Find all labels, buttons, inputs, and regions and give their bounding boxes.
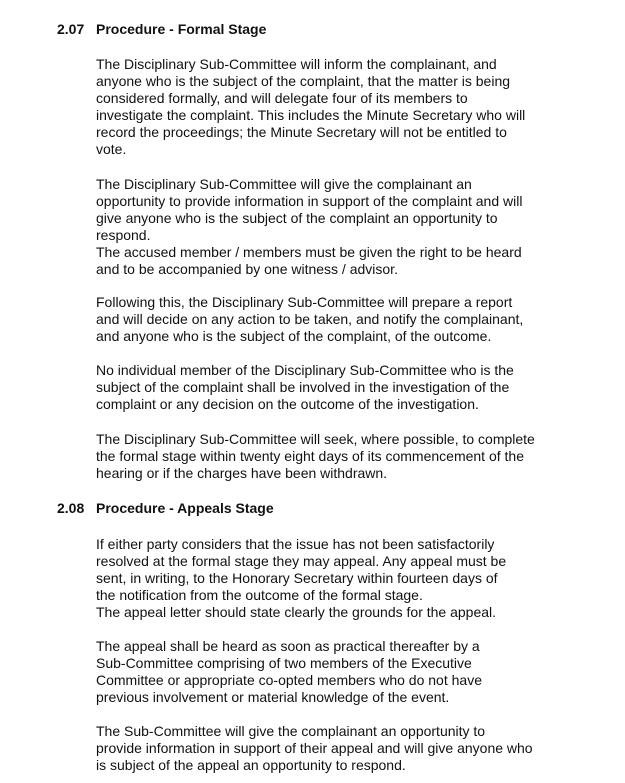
text-line: and will decide on any action to be taken, and notify the complainant, (96, 311, 524, 327)
text-line: investigate the complaint. This includes the Minute Secretary who will (96, 107, 526, 123)
section-heading-2-08 (57, 500, 274, 517)
text-line: considered formally, and will delegate four of its members to (96, 90, 468, 106)
text-line: resolved at the formal stage they may appeal. Any appeal must be (96, 553, 507, 569)
text-line: vote. (96, 141, 127, 157)
paragraph (96, 536, 616, 621)
text-line: and anyone who is the subject of the complaint, of the outcome. (96, 328, 492, 344)
text-line: complaint or any decision on the outcome of the investigation. (96, 396, 479, 412)
text-line: hearing or if the charges have been withdrawn. (96, 465, 388, 481)
text-line: Committee or appropriate co-opted members who do not have (96, 672, 482, 688)
text-line: opportunity to provide information in support of the complaint and will (96, 193, 523, 209)
text-line: subject of the complaint shall be involved in the investigation of the (96, 379, 510, 395)
section-heading-2-07 (57, 21, 266, 38)
text-line: previous involvement or material knowledge of the event. (96, 689, 450, 705)
text-line: The accused member / members must be given the right to be heard (96, 244, 522, 260)
section-number: 2.07 (57, 21, 85, 37)
paragraph (96, 56, 616, 158)
text-line: respond. (96, 227, 151, 243)
paragraph (96, 723, 616, 774)
text-line: and to be accompanied by one witness / advisor. (96, 261, 398, 277)
paragraph (96, 362, 616, 413)
paragraph (96, 638, 616, 706)
paragraph (96, 294, 616, 345)
text-line: record the proceedings; the Minute Secretary will not be entitled to (96, 124, 507, 140)
text-line: anyone who is the subject of the complaint, that the matter is being (96, 73, 511, 89)
text-line: the notification from the outcome of the formal stage. (96, 587, 423, 603)
paragraph (96, 431, 616, 482)
paragraph (96, 176, 616, 278)
text-line: The Disciplinary Sub-Committee will inform the complainant, and (96, 56, 497, 72)
text-line: The Disciplinary Sub-Committee will give the complainant an (96, 176, 472, 192)
text-line: No individual member of the Disciplinary Sub-Committee who is the (96, 362, 514, 378)
section-title: Procedure - Appeals Stage (96, 500, 274, 516)
text-line: is subject of the appeal an opportunity to respond. (96, 757, 406, 773)
text-line: The Disciplinary Sub-Committee will seek, where possible, to complete (96, 431, 535, 447)
text-line: give anyone who is the subject of the complaint an opportunity to (96, 210, 498, 226)
text-line: sent, in writing, to the Honorary Secretary within fourteen days of (96, 570, 498, 586)
text-line: provide information in support of their appeal and will give anyone who (96, 740, 533, 756)
text-line: Following this, the Disciplinary Sub-Committee will prepare a report (96, 294, 513, 310)
text-line: The appeal shall be heard as soon as practical thereafter by a (96, 638, 480, 654)
text-line: the formal stage within twenty eight days of its commencement of the (96, 448, 524, 464)
section-number: 2.08 (57, 500, 85, 516)
text-line: The Sub-Committee will give the complainant an opportunity to (96, 723, 486, 739)
section-title: Procedure - Formal Stage (96, 21, 267, 37)
text-line: Sub-Committee comprising of two members of the Executive (96, 655, 472, 671)
text-line: The appeal letter should state clearly the grounds for the appeal. (96, 604, 497, 620)
text-line: If either party considers that the issue has not been satisfactorily (96, 536, 495, 552)
